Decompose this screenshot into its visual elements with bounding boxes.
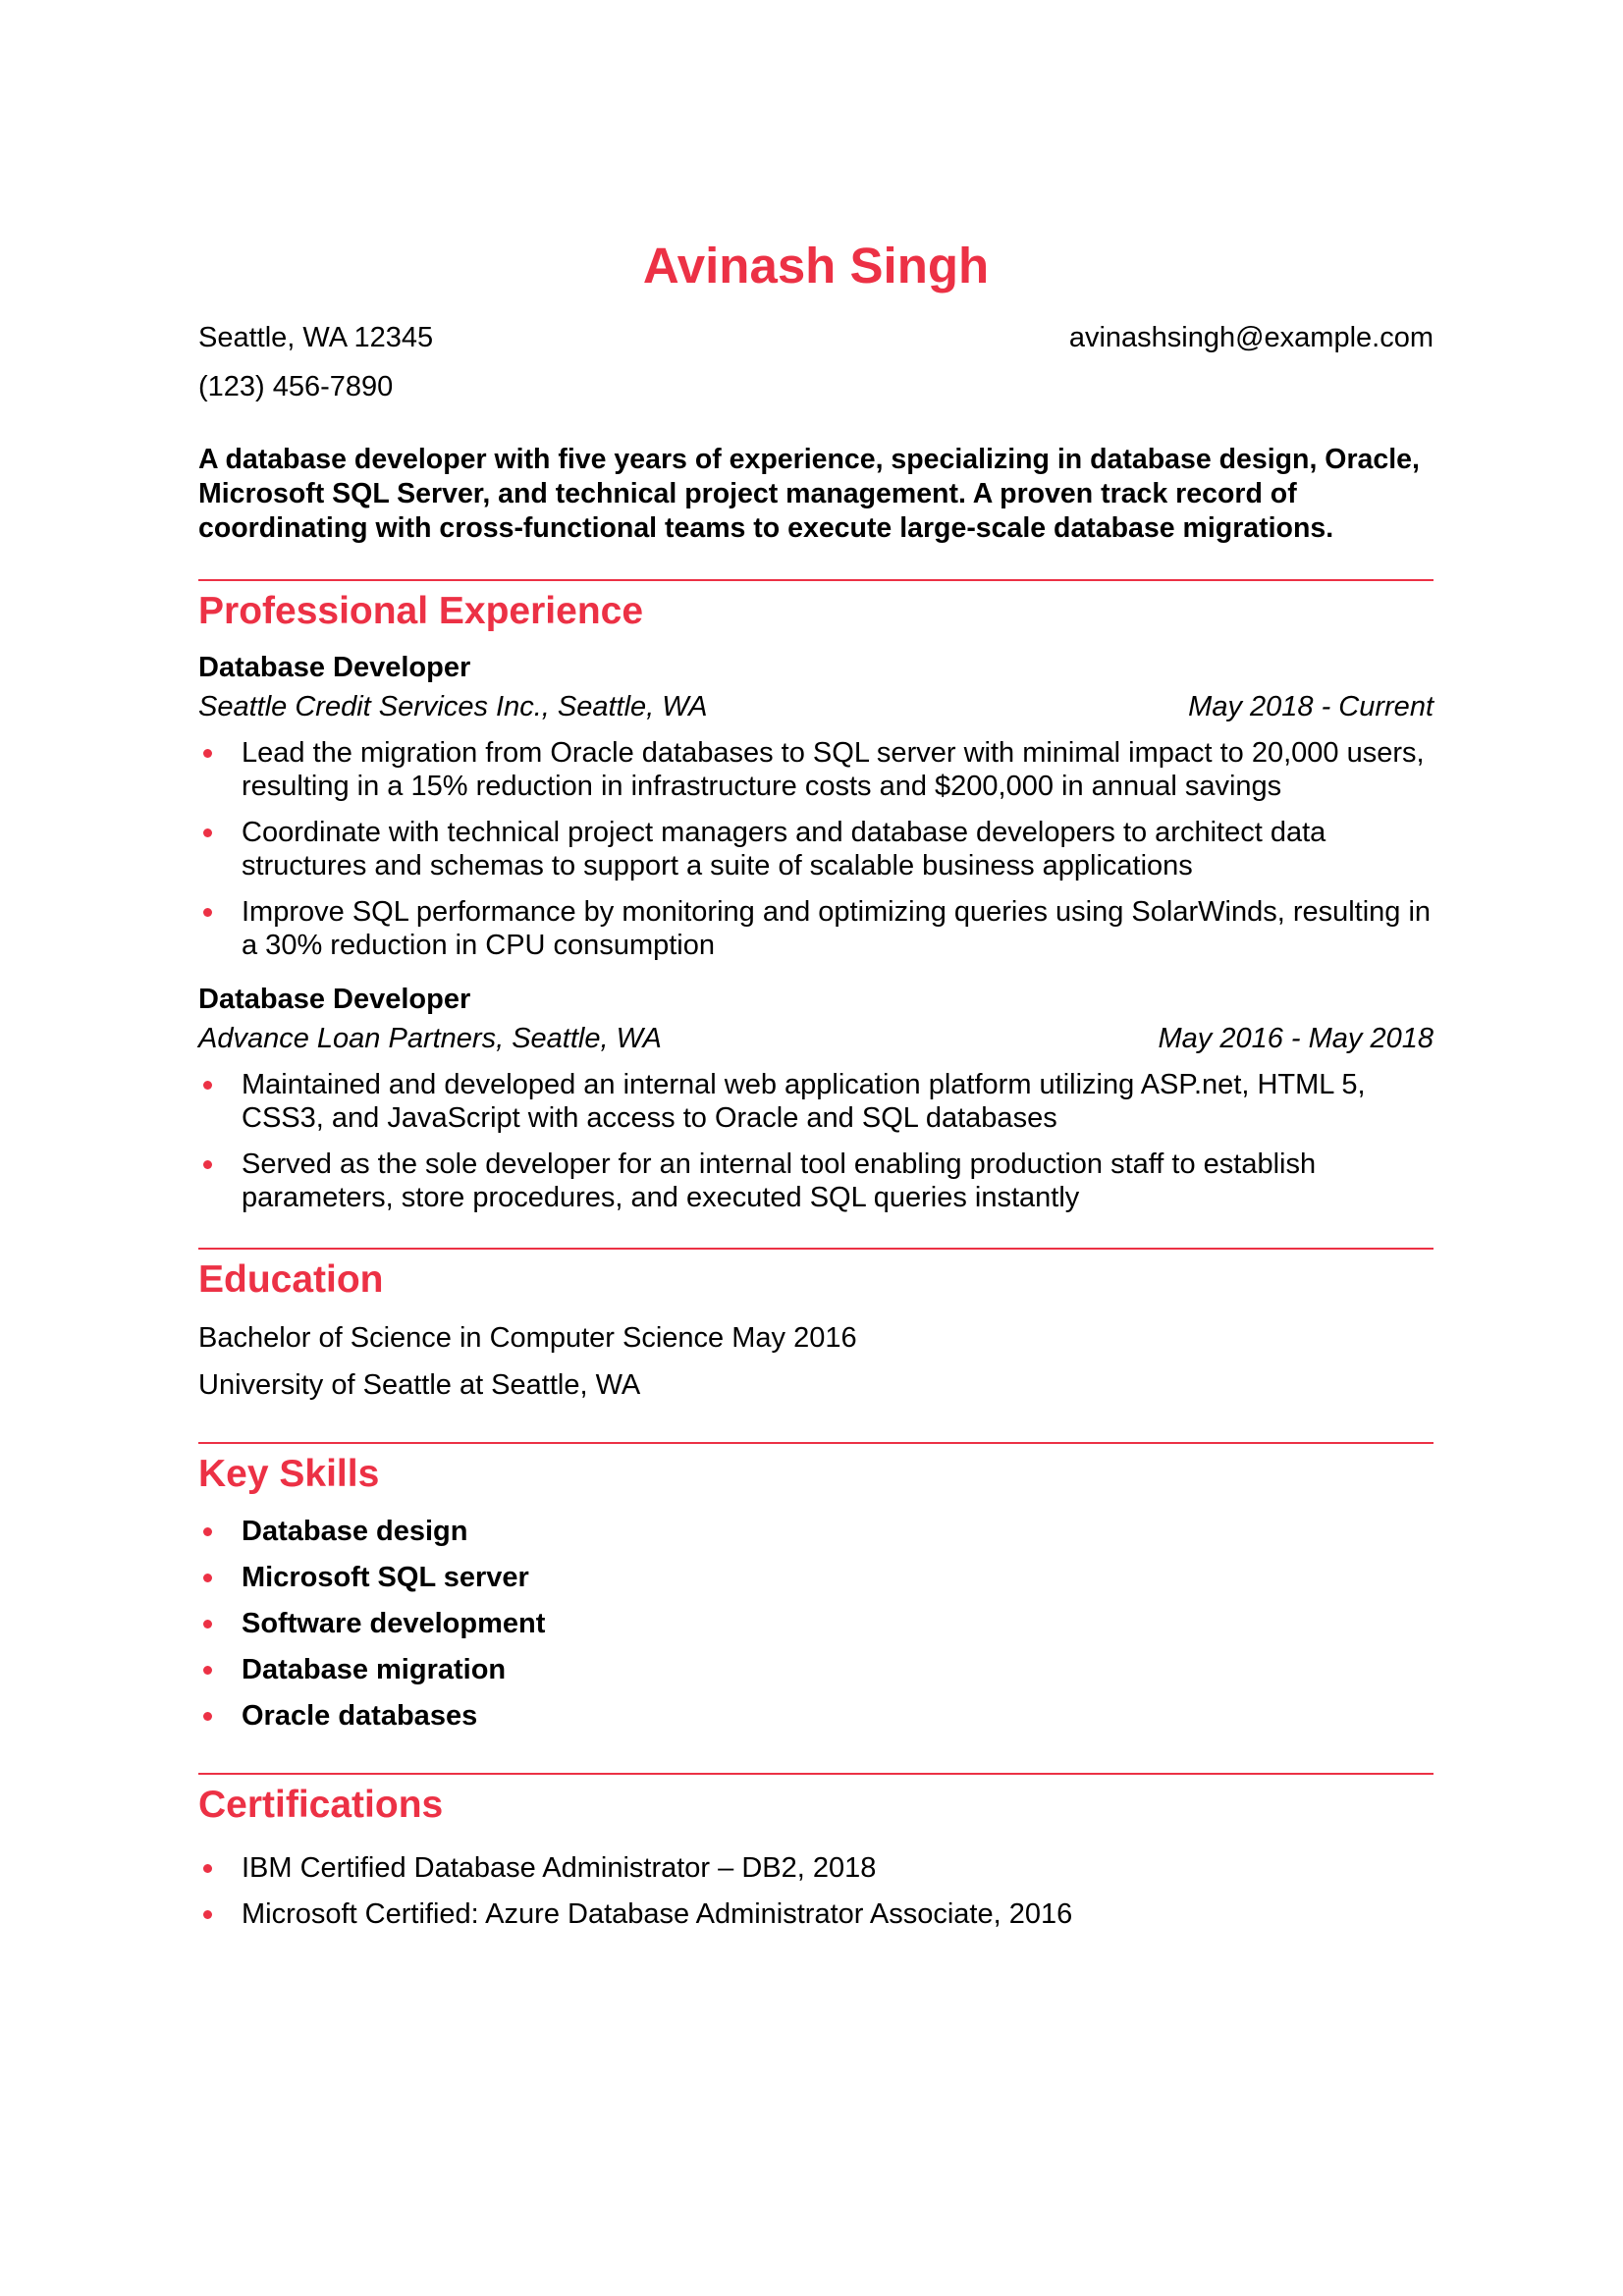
experience-heading: Professional Experience (198, 590, 644, 632)
bullet-text: Lead the migration from Oracle databases to SQL server with minimal impact to 20,000 users, resulting in a 15% reduction in infrastructure costs and $200,000 in annual savings (242, 737, 1425, 802)
job-bullets (198, 736, 1434, 962)
list-item (198, 1845, 1434, 1892)
bullet-icon (203, 749, 212, 758)
list-item (198, 816, 1434, 882)
bullet-text: Coordinate with technical project managers and database developers to architect data structures and schemas to support a suite of scalable business applications (242, 817, 1326, 881)
job-title: Database Developer (198, 984, 471, 1015)
job-entry (198, 980, 1434, 1214)
education-school: University of Seattle at Seattle, WA (198, 1369, 641, 1401)
skill-text: Database design (242, 1516, 468, 1547)
bullet-icon (203, 1712, 212, 1721)
section-divider (198, 1773, 1434, 1775)
skill-text: Oracle databases (242, 1700, 478, 1732)
certifications-heading: Certifications (198, 1784, 444, 1826)
education-section (198, 1248, 1434, 1409)
section-divider (198, 1442, 1434, 1444)
skill-text: Microsoft SQL server (242, 1562, 529, 1593)
job-entry (198, 648, 1434, 962)
list-item (198, 1647, 1434, 1693)
job-meta (198, 687, 1434, 726)
job-company: Advance Loan Partners, Seattle, WA (198, 1023, 662, 1054)
job-dates: May 2016 - May 2018 (1158, 1023, 1434, 1054)
certifications-section (198, 1773, 1434, 1938)
list-item (198, 1555, 1434, 1601)
bullet-text: Improve SQL performance by monitoring and optimizing queries using SolarWinds, resulting in a 30% reduction in CPU consumption (242, 896, 1432, 961)
bullet-icon (203, 828, 212, 837)
list-item (198, 1601, 1434, 1647)
bullet-icon (203, 1910, 212, 1919)
candidate-name: Avinash Singh (642, 238, 990, 294)
skills-list (198, 1509, 1434, 1739)
list-item (198, 1892, 1434, 1938)
list-item (198, 736, 1434, 803)
list-item (198, 1148, 1434, 1214)
list-item (198, 895, 1434, 962)
education-heading: Education (198, 1258, 384, 1301)
certifications-list (198, 1845, 1434, 1938)
bullet-text: Maintained and developed an internal web application platform utilizing ASP.net, HTML 5, CSS3, and JavaScript with access to Oracle and SQL databases (242, 1069, 1366, 1134)
contact-location: Seattle, WA 12345 (198, 322, 434, 353)
list-item (198, 1509, 1434, 1555)
skills-heading: Key Skills (198, 1453, 380, 1495)
skill-text: Software development (242, 1608, 546, 1639)
bullet-icon (203, 1160, 212, 1169)
section-divider (198, 579, 1434, 581)
bullet-icon (203, 1574, 212, 1582)
job-bullets (198, 1068, 1434, 1214)
certification-text: IBM Certified Database Administrator – DB2, 2018 (242, 1852, 877, 1884)
job-meta (198, 1019, 1434, 1058)
contact-phone: (123) 456-7890 (198, 371, 394, 402)
bullet-icon (203, 1620, 212, 1629)
job-company: Seattle Credit Services Inc., Seattle, WA (198, 691, 708, 722)
contact-email: avinashsingh@example.com (1068, 322, 1434, 353)
bullet-icon (203, 1081, 212, 1090)
experience-section (198, 579, 1434, 1214)
bullet-icon (203, 1527, 212, 1536)
bullet-icon (203, 1864, 212, 1873)
job-title: Database Developer (198, 652, 471, 683)
bullet-text: Served as the sole developer for an internal tool enabling production staff to establish parameters, store procedures, and executed SQL queries instantly (242, 1148, 1317, 1213)
list-item (198, 1068, 1434, 1135)
resume-page (198, 232, 1434, 1938)
bullet-icon (203, 908, 212, 917)
list-item (198, 1693, 1434, 1739)
skill-text: Database migration (242, 1654, 507, 1685)
summary: A database developer with five years of experience, specializing in database design, Oracle, Microsoft SQL Server, and technical project management. A proven track record of coordinating with cross-functional teams to execute large-scale database migrations. (198, 444, 1420, 544)
bullet-icon (203, 1666, 212, 1675)
job-dates: May 2018 - Current (1188, 691, 1434, 722)
contact-row (198, 314, 1434, 361)
education-degree: Bachelor of Science in Computer Science May 2016 (198, 1322, 857, 1354)
certification-text: Microsoft Certified: Azure Database Administrator Associate, 2016 (242, 1898, 1073, 1930)
section-divider (198, 1248, 1434, 1250)
skills-section (198, 1442, 1434, 1739)
